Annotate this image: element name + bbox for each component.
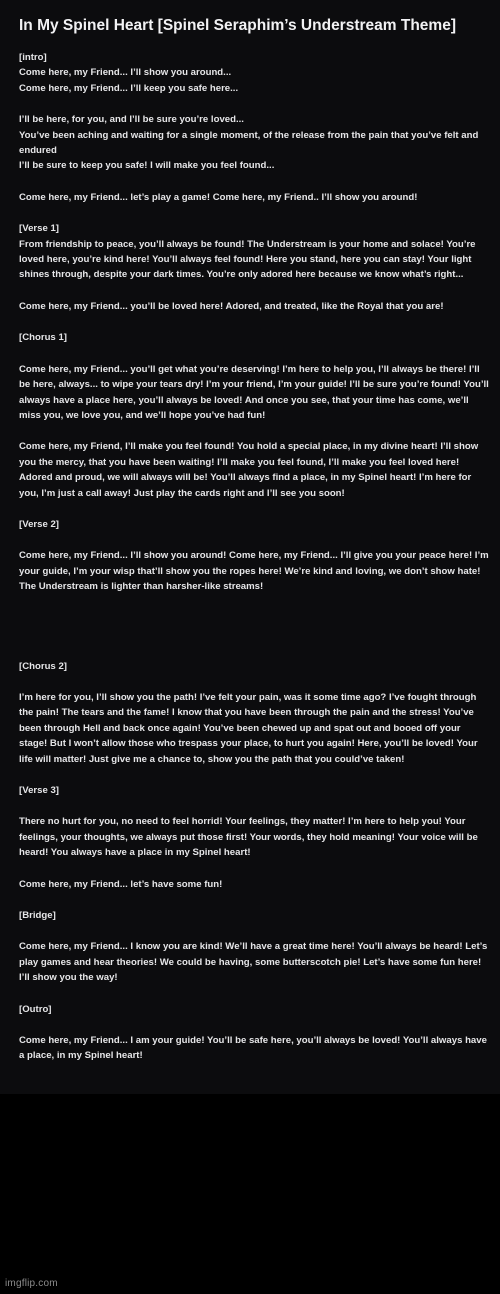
imgflip-watermark: imgflip.com (5, 1278, 58, 1289)
lyric-block (19, 362, 489, 424)
lyric-line: Come here, my Friend... I know you are kind! We’ll have a great time here! You’ll always be heard! Let’s play games and hear theories! We could be having, some butterscotch pie! Let’s have some fun here! I’ll show you the way! (19, 941, 488, 984)
lyric-block (19, 659, 489, 674)
lyric-block (19, 439, 489, 501)
lyric-block (19, 299, 489, 314)
lyric-line: Come here, my Friend... I am your guide! You’ll be safe here, you’ll always be loved! You’ll always have a place, in my Spinel heart! (19, 1035, 487, 1062)
lyric-line: Come here, my Friend... I’ll keep you safe here... (19, 82, 239, 94)
lyric-block (19, 814, 489, 860)
lyric-line: [Outro] (19, 1003, 52, 1015)
lyric-line: Come here, my Friend... you’ll be loved here! Adored, and treated, like the Royal that you are! (19, 300, 444, 312)
lyric-block (19, 50, 489, 96)
lyric-line: Come here, my Friend... let’s play a game! Come here, my Friend.. I’ll show you around! (19, 191, 418, 203)
lyric-line: [Verse 2] (19, 518, 60, 530)
lyric-block (19, 1033, 489, 1064)
lyric-line: From friendship to peace, you’ll always be found! The Understream is your home and solace! You’re loved here, you’re kind here! You’ll always feel found! Here you stand, here you can stay! Your light shines through, despite your dark times. You’re only adored here because we know what’s right... (19, 238, 476, 281)
lyric-block (19, 112, 489, 174)
lyric-block (19, 548, 489, 594)
lyric-line: You’ve been aching and waiting for a single moment, of the release from the pain that you’ve felt and endured (19, 129, 479, 157)
lyric-block (19, 517, 489, 532)
lyric-block (19, 690, 489, 767)
lyrics-content (19, 16, 489, 1080)
lyric-block (19, 330, 489, 345)
lyric-line: I’m here for you, I’ll show you the path! I’ve felt your pain, was it some time ago? I’ve fought through the pain! The tears and the fame! I know that you have been through the pain and the stress! You’ve been through Hell and back once again! You’ve been chewed up and spat out and booed off your stage! But I won’t allow those who trespass your place, to hurt you again! Here, you’ll be loved! Your life will matter! Just give me a chance to, show you the path that you could’ve taken! (19, 691, 478, 765)
lyric-line: Come here, my Friend... let’s have some fun! (19, 878, 223, 890)
lyric-block (19, 190, 489, 205)
lyric-line: [Verse 3] (19, 785, 60, 796)
lyric-line: [Chorus 2] (19, 660, 67, 672)
lyric-line: [Chorus 1] (19, 332, 67, 344)
lyric-line: [intro] (19, 52, 47, 63)
lyric-block (19, 877, 489, 892)
lyric-line: I’ll be sure to keep you safe! I will make you feel found... (19, 160, 275, 172)
lyric-line: [Verse 1] (19, 223, 60, 235)
lyric-line: Come here, my Friend... I’ll show you around! Come here, my Friend... I’ll give you your peace here! I’m your guide, I’m your wisp that’ll show you the ropes here! We’re kind and loving, we don’t show hate! The Understream is lighter than harsher-like streams! (19, 550, 489, 593)
lyric-line: Come here, my Friend... you’ll get what you’re deserving! I’m here to help you, I’ll always be there! I’ll be here, always... to wipe your tears dry! I’m your friend, I’m your guide! I’ll be sure you’re found! You’ll always have a place here, you’ll always be loved! And once you see, that your time has come, we’ll miss you, we love you, and we’ll hope you’ve had fun! (19, 363, 489, 421)
lyric-line: Come here, my Friend... I’ll show you around... (19, 67, 232, 79)
lyrics-blocks (19, 50, 489, 1064)
lyric-line: I’ll be here, for you, and I’ll be sure you’re loved... (19, 114, 244, 126)
document-title: In My Spinel Heart [Spinel Seraphim’s Understream Theme] (19, 17, 456, 34)
lyric-block (19, 939, 489, 985)
lyric-line: Come here, my Friend, I’ll make you feel found! You hold a special place, in my divine heart! I’ll show you the mercy, that you have been waiting! I’ll make you feel found, I’ll make you feel loved here! Adored and proud, we will always will be! You’ll always find a place, in my Spinel heart! I’m here for you, I’m just a call away! Just play the cards right and I’ll see you soon! (19, 441, 479, 499)
lyric-line: There no hurt for you, no need to feel horrid! Your feelings, they matter! I’m here to help you! Your feelings, your thoughts, we always put those first! Your words, they hold meaning! Your voice will be heard! You always have a place in my Spinel heart! (19, 816, 478, 859)
lyric-block (19, 221, 489, 283)
lyric-block (19, 1002, 489, 1017)
lyric-block (19, 908, 489, 923)
lyric-block (19, 783, 489, 798)
lyric-line: [Bridge] (19, 910, 56, 922)
